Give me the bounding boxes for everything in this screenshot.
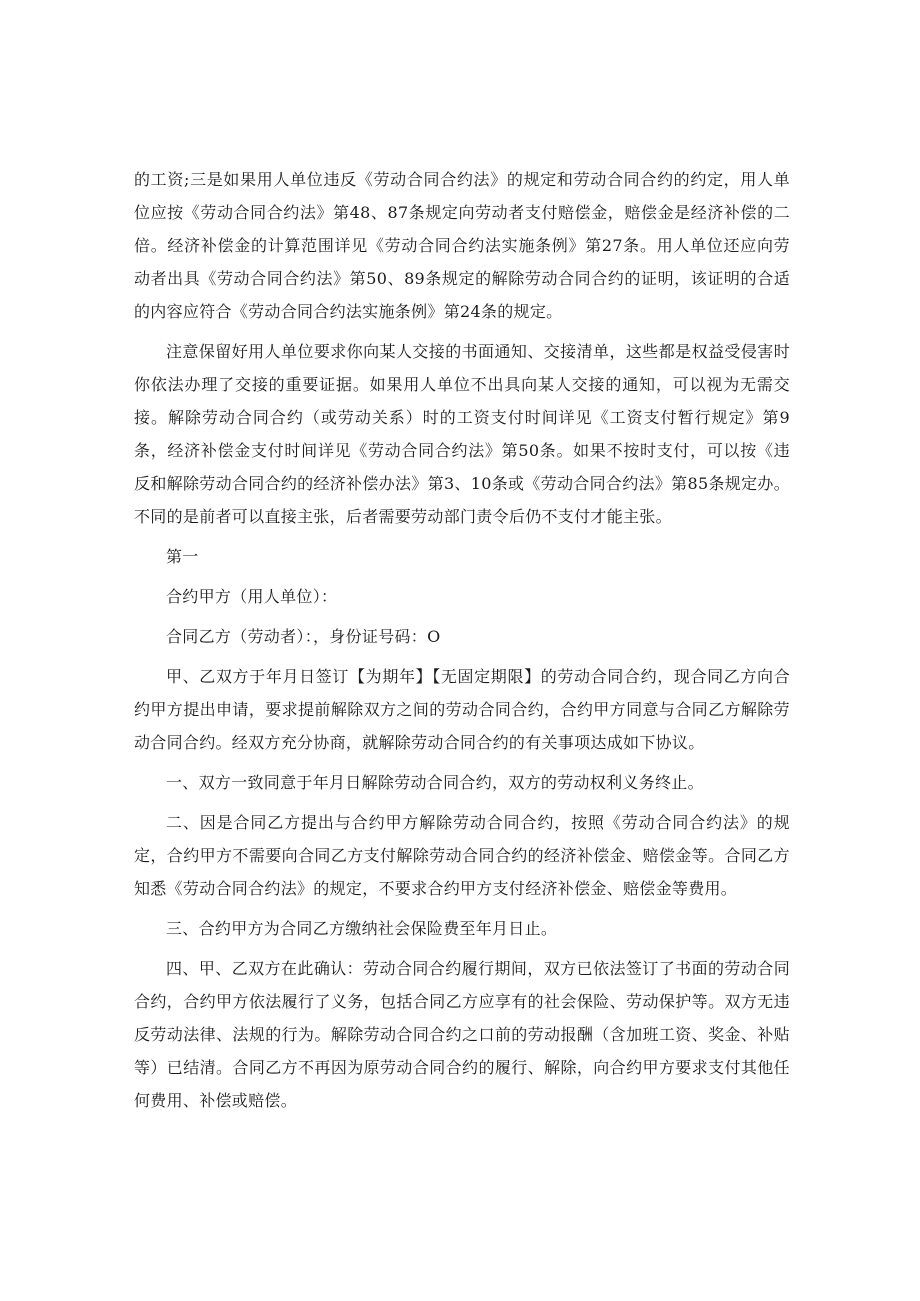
section-heading: 第一 xyxy=(166,547,199,566)
party-a-line: 合约甲方（用人单位）： xyxy=(166,587,338,606)
clause-three: 三、合约甲方为合同乙方缴纳社会保险费至年月日止。 xyxy=(166,919,558,938)
paragraph-handover-notice: 注意保留好用人单位要求你向某人交接的书面通知、交接清单，这些都是权益受侵害时你依法办理了交接的重要证据。如果用人单位不出具向某人交接的通知，可以视为无需交接。解除劳动合同合约（或劳动关系）时的工资支付时间详见《工资支付暂行规定》第9条，经济补偿金支付时间详见《劳动合同合约法》第50条。如果不按时支付，可以按《违反和解除劳动合同合约的经济补偿办法》第3、10条或《劳动合同合约法》第85条规定办。不同的是前者可以直接主张，后者需要劳动部门责令后仍不支付才能主张。 xyxy=(134,342,790,526)
clause-one: 一、双方一致同意于年月日解除劳动合同合约，双方的劳动权利义务终止。 xyxy=(166,773,704,792)
clause-four: 四、甲、乙双方在此确认：劳动合同合约履行期间，双方已依法签订了书面的劳动合同合约，合约甲方依法履行了义务，包括合同乙方应享有的社会保险、劳动保护等。双方无违反劳动法律、法规的行为。解除劳动合同合约之口前的劳动报酬（含加班工资、奖金、补贴等）已结清。合同乙方不再因为原劳动合同合约的履行、解除，向合约甲方要求支付其他任何费用、补偿或赔偿。 xyxy=(134,959,790,1110)
clause-two: 二、因是合同乙方提出与合约甲方解除劳动合同合约，按照《劳动合同合约法》的规定，合约甲方不需要向合同乙方支付解除劳动合同合约的经济补偿金、赔偿金等。合同乙方知悉《劳动合同合约法》的规定，不要求合约甲方支付经济补偿金、赔偿金等费用。 xyxy=(134,813,790,898)
paragraph-preamble: 甲、乙双方于年月日签订【为期年】【无固定期限】的劳动合同合约，现合同乙方向合约甲方提出申请，要求提前解除双方之间的劳动合同合约，合约甲方同意与合同乙方解除劳动合同合约。经双方充分协商，就解除劳动合同合约的有关事项达成如下协议。 xyxy=(134,667,790,752)
paragraph-wage-continuation: 的工资;三是如果用人单位违反《劳动合同合约法》的规定和劳动合同合约的约定，用人单位应按《劳动合同合约法》第48、87条规定向劳动者支付赔偿金，赔偿金是经济补偿的二倍。经济补偿金的计算范围详见《劳动合同合约法实施条例》第27条。用人单位还应向劳动者出具《劳动合同合约法》第50、89条规定的解除劳动合同合约的证明，该证明的合适的内容应符合《劳动合同合约法实施条例》第24条的规定。 xyxy=(134,170,790,321)
party-b-line: 合同乙方（劳动者）：，身份证号码：O xyxy=(166,627,441,646)
document-body xyxy=(134,163,790,1124)
